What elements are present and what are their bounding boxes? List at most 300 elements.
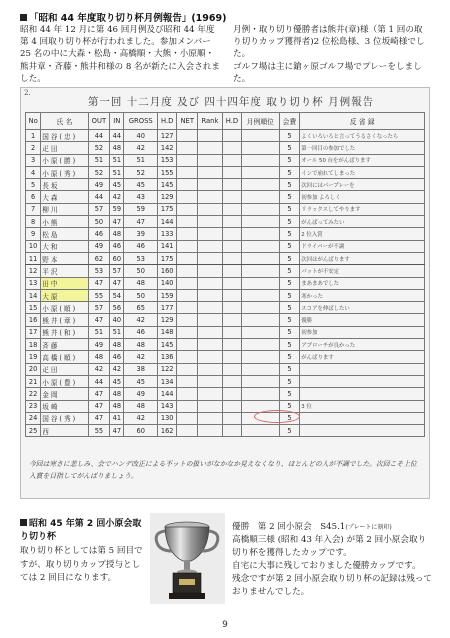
table-cell: 51 [88, 154, 110, 166]
section2-title-text: 昭和 45 年第 2 回小原会取り切り杯 [20, 519, 142, 542]
table-cell [242, 216, 280, 228]
table-cell [177, 326, 198, 338]
table-cell: 20 [26, 363, 41, 375]
table-cell [177, 252, 198, 264]
table-cell: 39 [124, 228, 158, 240]
column-header: 氏 名 [41, 113, 88, 130]
table-cell: 51 [110, 154, 124, 166]
player-name-cell: 小熊 [41, 216, 88, 228]
table-cell: 初参加 よろしく [300, 191, 425, 203]
table-cell: 5 [279, 289, 300, 301]
table-cell [222, 302, 241, 314]
table-cell: 9 [26, 228, 41, 240]
player-name-cell: 田中 [41, 277, 88, 289]
table-row [26, 142, 425, 154]
table-cell: 5 [279, 400, 300, 412]
table-cell [300, 363, 425, 375]
table-cell: 寒かった [300, 289, 425, 301]
table-cell: 51 [110, 166, 124, 178]
column-header: 会費 [279, 113, 300, 130]
table-cell [242, 240, 280, 252]
table-cell: 57 [88, 302, 110, 314]
handwritten-circle-mark [254, 410, 300, 423]
table-cell: まあまあでした [300, 277, 425, 289]
table-cell [198, 302, 223, 314]
table-cell [242, 191, 280, 203]
table-cell [198, 166, 223, 178]
table-cell [242, 166, 280, 178]
table-cell [198, 412, 223, 424]
table-cell: 38 [124, 363, 158, 375]
table-cell [222, 375, 241, 387]
table-cell: 129 [158, 191, 177, 203]
section1-left-text: 昭和 44 年 12 月に第 46 回月例及び昭和 44 年度第 4 回取り切り杯が行われました。参加メンバー 25 名の中に大森・松島・高橋順・大熊・小原順・熊井章・斉藤・熊井和様の 8 名が新たに入会されました。 [20, 25, 220, 84]
player-name-cell: 長坂 [41, 179, 88, 191]
table-row [26, 302, 425, 314]
section2-left-text: 取り切り杯としては第 5 回目ですが、取り切りカップ授与としては 2 回目になります。 [20, 546, 143, 583]
table-cell [198, 191, 223, 203]
table-cell [242, 228, 280, 240]
table-cell: 50 [124, 289, 158, 301]
table-cell [300, 425, 425, 437]
table-cell [198, 351, 223, 363]
table-cell: 6 [26, 191, 41, 203]
player-name-cell: 小原(豊) [41, 375, 88, 387]
player-name-cell: 小原(順) [41, 302, 88, 314]
plate-engraving-note: (プレートに刻印) [345, 524, 392, 531]
table-cell: 5 [279, 277, 300, 289]
table-cell [177, 203, 198, 215]
table-cell: 51 [88, 326, 110, 338]
table-cell [198, 216, 223, 228]
table-cell: 42 [124, 142, 158, 154]
table-cell: 48 [124, 339, 158, 351]
table-cell: 48 [110, 142, 124, 154]
player-name-cell: 高橋(順) [41, 351, 88, 363]
table-cell: 65 [124, 302, 158, 314]
player-name-cell: 平沢 [41, 265, 88, 277]
table-cell: 5 [279, 388, 300, 400]
table-cell [222, 400, 241, 412]
player-name-cell: 国谷(秀) [41, 412, 88, 424]
table-cell: 5 [279, 326, 300, 338]
table-cell [242, 203, 280, 215]
table-cell [177, 363, 198, 375]
player-name-cell: 坂崎 [41, 400, 88, 412]
table-cell: 49 [88, 339, 110, 351]
table-cell: 51 [124, 154, 158, 166]
table-cell [198, 228, 223, 240]
table-cell: 5 [26, 179, 41, 191]
table-cell [300, 375, 425, 387]
sheet-heading: 第一回 十二月度 及び 四十四年度 取り切り杯 月例報告 [87, 96, 375, 108]
table-cell: 3 位 [300, 400, 425, 412]
table-cell: 53 [124, 252, 158, 264]
table-cell [177, 289, 198, 301]
table-cell: 5 [279, 351, 300, 363]
table-cell: 3 [26, 154, 41, 166]
table-cell [177, 179, 198, 191]
table-cell: 127 [158, 130, 177, 142]
table-cell: 優勝 [300, 314, 425, 326]
table-cell [198, 314, 223, 326]
table-cell [177, 265, 198, 277]
table-cell: 5 [279, 375, 300, 387]
table-cell [198, 363, 223, 375]
sheet-corner-mark: 2. [24, 89, 31, 97]
table-cell [177, 130, 198, 142]
player-name-cell: 疋田 [41, 142, 88, 154]
table-cell: 144 [158, 216, 177, 228]
table-cell [242, 351, 280, 363]
table-cell [222, 289, 241, 301]
table-cell: 52 [88, 142, 110, 154]
trophy-cup-photo [150, 513, 225, 604]
table-cell: 24 [26, 412, 41, 424]
table-cell [177, 277, 198, 289]
column-header: 反 省 録 [300, 113, 425, 130]
score-table [25, 112, 425, 437]
table-cell: 45 [124, 375, 158, 387]
table-row [26, 412, 425, 424]
table-cell [198, 289, 223, 301]
player-name-cell: 小原(勝) [41, 154, 88, 166]
table-cell: 54 [110, 289, 124, 301]
table-cell [198, 339, 223, 351]
table-cell: 144 [158, 388, 177, 400]
table-cell: 42 [124, 412, 158, 424]
table-cell [177, 425, 198, 437]
table-row [26, 228, 425, 240]
table-cell: インで崩れてしまった [300, 166, 425, 178]
table-cell [242, 252, 280, 264]
player-name-cell: 金岡 [41, 388, 88, 400]
table-cell [177, 240, 198, 252]
table-cell: 59 [124, 203, 158, 215]
table-cell: 159 [158, 289, 177, 301]
table-cell: 2 位入賞 [300, 228, 425, 240]
table-cell: 175 [158, 252, 177, 264]
table-cell: 47 [88, 277, 110, 289]
table-row [26, 425, 425, 437]
table-cell [242, 314, 280, 326]
column-header: No [26, 113, 41, 130]
table-cell: 133 [158, 228, 177, 240]
table-cell: 46 [124, 326, 158, 338]
table-cell [222, 314, 241, 326]
table-cell: 5 [279, 339, 300, 351]
table-cell [177, 191, 198, 203]
table-cell [242, 130, 280, 142]
table-cell [177, 228, 198, 240]
table-cell [177, 339, 198, 351]
table-row [26, 154, 425, 166]
table-cell [222, 265, 241, 277]
trophy-description: 高橋順三様 (昭和 43 年入会) が第 2 回小原会取り切り杯を獲得したカップです。 自宅に大事に残しておりました優勝カップです。 残念ですが第 2 回小原会取り切り杯の記録は残っておりませんでした。 [232, 535, 432, 597]
table-cell: 18 [26, 339, 41, 351]
column-header: IN [110, 113, 124, 130]
table-cell: 5 [279, 179, 300, 191]
table-cell: 11 [26, 252, 41, 264]
table-row [26, 277, 425, 289]
table-cell: 42 [124, 314, 158, 326]
square-bullet-icon [20, 519, 27, 526]
table-cell [198, 154, 223, 166]
table-cell: がんばってみたい [300, 216, 425, 228]
table-cell: 129 [158, 314, 177, 326]
table-cell: 49 [88, 240, 110, 252]
table-cell: 41 [110, 412, 124, 424]
table-cell: 13 [26, 277, 41, 289]
table-cell: 5 [279, 203, 300, 215]
table-cell: 50 [88, 216, 110, 228]
player-name-cell: 熊井(章) [41, 314, 88, 326]
player-name-cell: 野本 [41, 252, 88, 264]
table-row [26, 203, 425, 215]
table-cell [242, 388, 280, 400]
section1-title [20, 10, 226, 24]
section2-right-text [232, 521, 432, 599]
table-cell: 12 [26, 265, 41, 277]
column-header: H.D [222, 113, 241, 130]
table-cell [242, 326, 280, 338]
table-row [26, 289, 425, 301]
table-row [26, 314, 425, 326]
table-cell [198, 400, 223, 412]
table-cell [222, 203, 241, 215]
table-cell: 17 [26, 326, 41, 338]
table-cell: 5 [279, 142, 300, 154]
table-cell: 第一回目の参加でした [300, 142, 425, 154]
sheet-note: 今回は寒さに悲しみ、会でハンデ改正による不ットの扱いがなかなか見えなくなり、ほとんどの人が不調でした。次回こそ上位入賞を目指してがんばりましょう。 [29, 460, 417, 480]
table-cell: 4 [26, 166, 41, 178]
table-row [26, 388, 425, 400]
column-header: GROSS [124, 113, 158, 130]
table-cell [198, 265, 223, 277]
table-cell [222, 363, 241, 375]
table-cell: 53 [88, 265, 110, 277]
table-cell: パットが不安定 [300, 265, 425, 277]
table-cell: 49 [88, 179, 110, 191]
table-cell: 134 [158, 375, 177, 387]
table-cell: 5 [279, 240, 300, 252]
table-cell: オール 50 台をがんばります [300, 154, 425, 166]
player-name-cell: 小原(秀) [41, 166, 88, 178]
player-name-cell: 松島 [41, 228, 88, 240]
table-cell: 5 [279, 154, 300, 166]
table-cell: 52 [124, 166, 158, 178]
table-cell: 59 [110, 203, 124, 215]
column-header: OUT [88, 113, 110, 130]
table-cell [198, 326, 223, 338]
table-cell: 48 [124, 277, 158, 289]
section1-title-text: 「昭和 44 年度取り切り杯月例報告」(1969) [29, 13, 227, 24]
table-cell [198, 425, 223, 437]
table-row [26, 252, 425, 264]
table-cell: 60 [110, 252, 124, 264]
table-cell: 48 [124, 400, 158, 412]
table-cell [242, 142, 280, 154]
column-header: H.D [158, 113, 177, 130]
table-cell [222, 228, 241, 240]
table-cell [177, 375, 198, 387]
table-cell: 21 [26, 375, 41, 387]
table-cell: 22 [26, 388, 41, 400]
table-cell: 2 [26, 142, 41, 154]
table-cell: 130 [158, 412, 177, 424]
trophy-caption: 優勝 第 2 回小原会 S45.1 [232, 522, 346, 532]
table-cell: 148 [158, 326, 177, 338]
table-cell [222, 191, 241, 203]
table-cell: 10 [26, 240, 41, 252]
table-cell [242, 339, 280, 351]
table-cell: 初参加 [300, 326, 425, 338]
table-cell: 5 [279, 166, 300, 178]
table-cell: 19 [26, 351, 41, 363]
table-cell: 47 [88, 412, 110, 424]
table-cell: 5 [279, 216, 300, 228]
table-cell: 23 [26, 400, 41, 412]
table-cell [222, 240, 241, 252]
table-cell: 62 [88, 252, 110, 264]
table-cell [222, 216, 241, 228]
table-cell [177, 302, 198, 314]
table-row [26, 191, 425, 203]
table-cell [177, 400, 198, 412]
table-cell: 47 [110, 425, 124, 437]
table-cell [242, 289, 280, 301]
table-cell [222, 142, 241, 154]
table-row [26, 339, 425, 351]
trophy-cup-icon [150, 513, 225, 604]
table-cell [222, 388, 241, 400]
table-cell [300, 388, 425, 400]
table-cell [177, 154, 198, 166]
table-cell [198, 203, 223, 215]
table-row [26, 351, 425, 363]
table-cell [222, 252, 241, 264]
table-cell [242, 363, 280, 375]
table-cell: 25 [26, 425, 41, 437]
table-cell: 46 [88, 228, 110, 240]
player-name-cell: 大森 [41, 191, 88, 203]
table-cell: 16 [26, 314, 41, 326]
table-cell: 42 [110, 363, 124, 375]
table-cell: 40 [124, 130, 158, 142]
table-cell: 40 [110, 314, 124, 326]
table-cell: 48 [110, 228, 124, 240]
table-cell: 145 [158, 339, 177, 351]
table-cell: 48 [110, 388, 124, 400]
table-cell: 5 [279, 412, 300, 424]
table-cell: 45 [110, 375, 124, 387]
table-cell [242, 375, 280, 387]
table-cell: 47 [88, 400, 110, 412]
table-cell [177, 314, 198, 326]
table-cell: 145 [158, 179, 177, 191]
table-cell: 46 [124, 240, 158, 252]
table-cell: 122 [158, 363, 177, 375]
table-cell: 47 [88, 388, 110, 400]
table-cell [198, 142, 223, 154]
table-row [26, 400, 425, 412]
table-row [26, 179, 425, 191]
table-cell: 44 [88, 130, 110, 142]
table-cell [242, 302, 280, 314]
table-cell: 5 [279, 425, 300, 437]
table-cell [242, 154, 280, 166]
table-cell [177, 216, 198, 228]
player-name-cell: 大和 [41, 240, 88, 252]
table-cell: 5 [279, 228, 300, 240]
player-name-cell: 斉藤 [41, 339, 88, 351]
table-cell: 14 [26, 289, 41, 301]
table-row [26, 363, 425, 375]
table-cell: 136 [158, 351, 177, 363]
table-row [26, 326, 425, 338]
table-cell [177, 388, 198, 400]
table-cell [222, 339, 241, 351]
table-row [26, 240, 425, 252]
table-cell: 50 [124, 265, 158, 277]
table-cell [222, 277, 241, 289]
table-cell: 141 [158, 240, 177, 252]
table-cell [198, 277, 223, 289]
table-cell: 43 [124, 191, 158, 203]
table-cell: 142 [158, 142, 177, 154]
table-cell [222, 326, 241, 338]
table-cell: 5 [279, 314, 300, 326]
table-cell: 5 [279, 302, 300, 314]
table-cell: 49 [124, 388, 158, 400]
player-name-cell: 大原 [41, 289, 88, 301]
table-cell: 140 [158, 277, 177, 289]
table-cell: 153 [158, 154, 177, 166]
table-cell [198, 240, 223, 252]
table-cell: ドライバーが不調 [300, 240, 425, 252]
table-cell [222, 425, 241, 437]
table-cell: 51 [110, 326, 124, 338]
table-cell [242, 179, 280, 191]
table-cell: 48 [110, 400, 124, 412]
column-header: 月例順位 [242, 113, 280, 130]
table-cell: 8 [26, 216, 41, 228]
table-cell: 60 [124, 425, 158, 437]
table-cell: 42 [110, 191, 124, 203]
column-header: NET [177, 113, 198, 130]
table-cell: 47 [110, 277, 124, 289]
player-name-cell: 疋田 [41, 363, 88, 375]
table-cell [222, 166, 241, 178]
table-cell: よくいろいろと言ってうるさくなったら [300, 130, 425, 142]
table-cell [222, 154, 241, 166]
table-cell [198, 179, 223, 191]
table-cell [177, 351, 198, 363]
table-cell: 45 [124, 179, 158, 191]
table-cell: 47 [110, 216, 124, 228]
table-cell [177, 142, 198, 154]
table-cell: 46 [110, 240, 124, 252]
table-cell: 57 [110, 265, 124, 277]
table-cell: 47 [88, 314, 110, 326]
table-cell: アプローチが良かった [300, 339, 425, 351]
table-cell: 175 [158, 203, 177, 215]
player-name-cell: 柳川 [41, 203, 88, 215]
table-cell: 42 [88, 363, 110, 375]
table-cell: 55 [88, 289, 110, 301]
table-row [26, 166, 425, 178]
table-cell [198, 375, 223, 387]
